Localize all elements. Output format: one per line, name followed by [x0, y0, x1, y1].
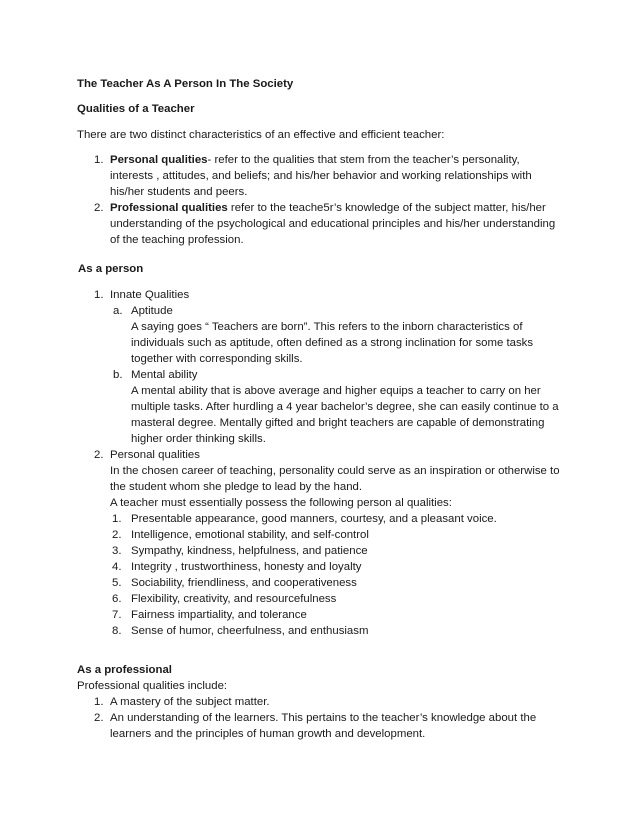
list-number: 6. [112, 593, 122, 605]
list-item [77, 367, 567, 447]
document-title: The Teacher As A Person In The Society [77, 78, 294, 90]
list-term: Personal qualities [110, 154, 208, 166]
list-item [77, 200, 557, 248]
list-letter: a. [113, 305, 123, 317]
list-text: Sympathy, kindness, helpfulness, and patience [131, 545, 368, 557]
list-number: 1. [94, 696, 104, 708]
list-number: 3. [112, 545, 122, 557]
list-item [77, 543, 567, 559]
list-text: Intelligence, emotional stability, and self-control [131, 529, 369, 541]
list-number: 4. [112, 561, 122, 573]
list-item [77, 591, 567, 607]
list-label: Aptitude [131, 305, 173, 317]
list-number: 2. [94, 449, 104, 461]
list-text: Sociability, friendliness, and cooperativeness [131, 577, 357, 589]
list-item [77, 303, 567, 367]
list-item [77, 694, 557, 710]
list-item [77, 511, 567, 527]
list-term: Professional qualities [110, 202, 228, 214]
list-label: Innate Qualities [110, 289, 190, 301]
qualities-heading: Qualities of a Teacher [77, 103, 195, 115]
characteristics-list [77, 152, 557, 248]
list-item [77, 607, 567, 623]
personal-qualities-list [77, 511, 567, 639]
list-item [77, 623, 567, 639]
list-number: 5. [112, 577, 122, 589]
list-text: Integrity , trustworthiness, honesty and loyalty [131, 561, 362, 573]
personal-paragraph: A teacher must essentially possess the following person al qualities: [110, 497, 452, 509]
innate-sublist [77, 303, 567, 447]
person-heading: As a person [78, 263, 144, 275]
list-text: Fairness impartiality, and tolerance [131, 609, 307, 621]
personal-paragraph: In the chosen career of teaching, personality could serve as an inspiration or otherwise to the student whom she pledge to lead by the hand. [110, 465, 560, 493]
list-text: Presentable appearance, good manners, courtesy, and a pleasant voice. [131, 513, 497, 525]
professional-list [77, 694, 557, 742]
list-number: 2. [94, 712, 104, 724]
list-item [77, 447, 567, 511]
list-number: 7. [112, 609, 122, 621]
list-text: An understanding of the learners. This pertains to the teacher’s knowledge about the learners and the principles of human growth and development. [110, 712, 537, 740]
person-list [77, 287, 567, 639]
list-item [77, 575, 567, 591]
list-text: refer to the teache5r’s knowledge of the subject matter, his/her understanding of the psychological and educational principles and his/her understanding of the teaching profession. [110, 202, 556, 246]
list-text: Sense of humor, cheerfulness, and enthusiasm [131, 625, 369, 637]
professional-heading: As a professional [77, 664, 172, 676]
list-item [77, 710, 557, 742]
list-label: Mental ability [131, 369, 198, 381]
list-item [77, 152, 557, 200]
list-text: A saying goes “ Teachers are born”. This refers to the inborn characteristics of individuals such as aptitude, often defined as a strong inclination for some tasks together with corresponding skills. [131, 321, 534, 365]
list-number: 1. [94, 289, 104, 301]
list-number: 8. [112, 625, 122, 637]
list-number: 1. [112, 513, 122, 525]
list-label: Personal qualities [110, 449, 200, 461]
professional-intro: Professional qualities include: [77, 680, 228, 692]
list-text: A mental ability that is above average and higher equips a teacher to carry on her multiple tasks. After hurdling a 4 year bachelor’s degree, she can easily continue to a masteral degree. Mentally gifted and bright teachers are capable of demonstrating higher order thinking skills. [131, 385, 559, 445]
list-number: 2. [94, 202, 104, 214]
list-number: 1. [94, 154, 104, 166]
list-text: Flexibility, creativity, and resourcefulness [131, 593, 337, 605]
intro-paragraph: There are two distinct characteristics of an effective and efficient teacher: [77, 129, 445, 141]
list-item [77, 559, 567, 575]
list-text: A mastery of the subject matter. [110, 696, 270, 708]
list-text: - refer to the qualities that stem from the teacher’s personality, interests , attitudes, and beliefs; and his/her behavior and working relationships with his/her students and peers. [110, 154, 532, 198]
list-letter: b. [113, 369, 123, 381]
list-item [77, 527, 567, 543]
list-number: 2. [112, 529, 122, 541]
list-item [77, 287, 567, 303]
